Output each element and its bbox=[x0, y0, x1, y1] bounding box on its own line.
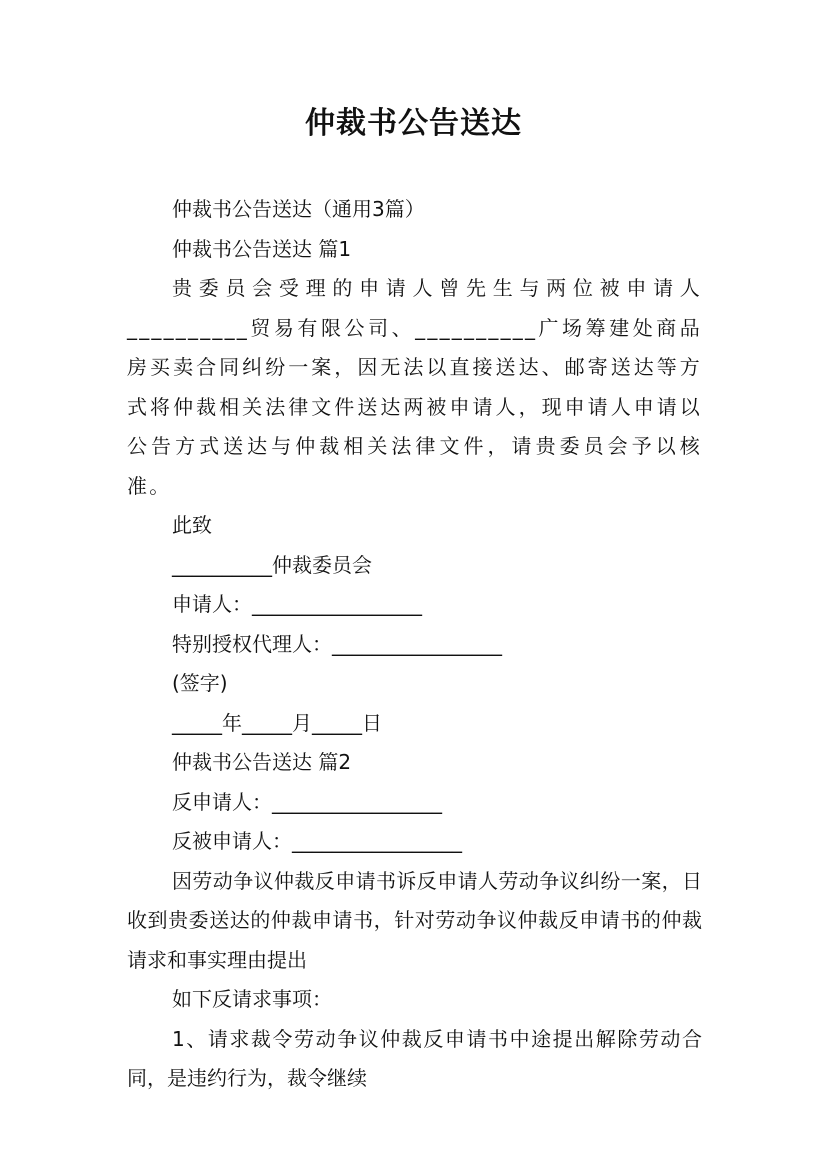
subtitle-general: 仲裁书公告送达（通用3篇） bbox=[172, 197, 425, 221]
document-title: 仲裁书公告送达 bbox=[305, 106, 522, 141]
paragraph-counterclaim: 因劳动争议仲裁反申请书诉反申请人劳动争议纠纷一案，日收到贵委送达的仲裁申请书，针对劳动争议仲裁反申请书的仲裁请求和事实理由提出 bbox=[127, 868, 702, 972]
section-heading-1: 仲裁书公告送达 篇1 bbox=[172, 236, 352, 261]
agent-line: 特别授权代理人：_________________ bbox=[172, 631, 502, 656]
counter-respondent-line: 反被申请人：_________________ bbox=[172, 829, 462, 853]
salutation: 此致 bbox=[172, 513, 212, 537]
counter-applicant-line: 反申请人：_________________ bbox=[172, 789, 442, 814]
counterclaim-items-heading: 如下反请求事项： bbox=[172, 987, 332, 1011]
document-body bbox=[127, 190, 702, 1099]
addressee-line: __________仲裁委员会 bbox=[172, 552, 372, 577]
signature-note: (签字) bbox=[172, 671, 228, 695]
section-heading-2: 仲裁书公告送达 篇2 bbox=[172, 750, 352, 774]
counterclaim-item-1: 1、请求裁令劳动争议仲裁反申请书中途提出解除劳动合同，是违约行为，裁令继续 bbox=[127, 1026, 702, 1090]
paragraph-application: 贵委员会受理的申请人曾先生与两位被申请人__________贸易有限公司、__________广场筹建处商品房买卖合同纠纷一案，因无法以直接送达、邮寄送达等方式将仲裁相关法律文件送达两被申请人，现申请人申请以公告方式送达与仲裁相关法律文件，请贵委员会予以核准。 bbox=[127, 276, 702, 498]
date-line: _____年_____月_____日 bbox=[172, 710, 382, 735]
applicant-line: 申请人：_________________ bbox=[172, 592, 422, 616]
